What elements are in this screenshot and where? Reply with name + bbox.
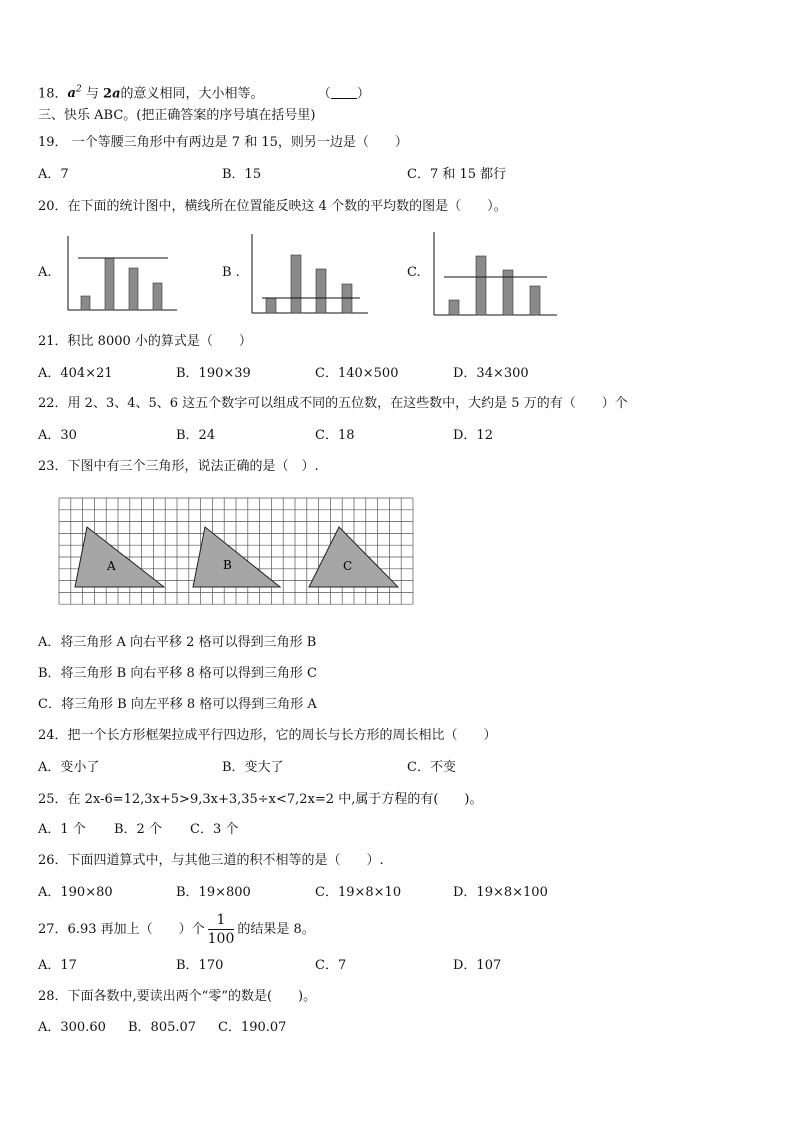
- q20-chart-a: [64, 232, 180, 312]
- chart-a-bar-1: [81, 296, 90, 310]
- q18-var-a: a: [67, 86, 76, 102]
- q27-fraction: [208, 911, 235, 948]
- q18-answer-blank[interactable]: [331, 86, 357, 99]
- q23-option-c[interactable]: C．将三角形 B 向左平移 8 格可以得到三角形 A: [38, 697, 317, 712]
- q27-option-b[interactable]: B．170: [176, 958, 224, 973]
- chart-c-bar-2: [476, 256, 486, 315]
- section3-heading: 三、快乐 ABC。(把正确答案的序号填在括号里): [38, 108, 316, 123]
- q23-option-a[interactable]: A．将三角形 A 向右平移 2 格可以得到三角形 B: [38, 635, 317, 650]
- q27-option-a[interactable]: A．17: [38, 958, 77, 973]
- q25-option-c[interactable]: C．3 个: [190, 822, 239, 837]
- q22-option-c[interactable]: C．18: [315, 428, 355, 443]
- chart-a-bar-3: [129, 268, 138, 310]
- chart-b-bar-1: [266, 298, 276, 313]
- chart-b-bar-2: [291, 255, 301, 313]
- q27-frac-numerator: 1: [208, 911, 235, 930]
- q18-var-a2: a: [112, 86, 121, 102]
- chart-b-bar-3: [316, 269, 326, 313]
- q24-option-b[interactable]: B．变大了: [222, 760, 284, 775]
- q28-option-c[interactable]: C．190.07: [218, 1020, 287, 1035]
- q18-paren-close: ）: [356, 86, 370, 102]
- q21-option-c[interactable]: C．140×500: [315, 366, 399, 381]
- q18-two: 2: [103, 86, 113, 102]
- q22-stem: 22．用 2、3、4、5、6 这五个数字可以组成不同的五位数，在这些数中，大约是 5 万的有（ ）个: [38, 396, 628, 411]
- q27-stem-after: 的结果是 8。: [237, 922, 315, 937]
- q27-frac-denominator: 100: [207, 931, 235, 947]
- q26-stem: 26．下面四道算式中，与其他三道的积不相等的是（ ）.: [38, 853, 384, 868]
- q24-option-a[interactable]: A．变小了: [38, 760, 100, 775]
- q27-option-d[interactable]: D．107: [453, 958, 502, 973]
- q18-text2: 的意义相同，大小相等。: [120, 86, 264, 102]
- q21-option-b[interactable]: B．190×39: [176, 366, 251, 381]
- q20-label-a[interactable]: A.: [38, 265, 52, 280]
- q19-option-c[interactable]: C．7 和 15 都行: [407, 167, 507, 182]
- q19-stem: 19． 一个等腰三角形中有两边是 7 和 15，则另一边是（ ）: [38, 135, 408, 150]
- q18-line: [38, 82, 370, 102]
- q18-text1: 与: [85, 86, 99, 102]
- q27-stem-before: 27．6.93 再加上（ ）个: [38, 922, 205, 937]
- q22-option-a[interactable]: A．30: [38, 428, 77, 443]
- q22-option-d[interactable]: D．12: [453, 428, 493, 443]
- q23-grid-figure: [58, 497, 414, 603]
- q23-option-b[interactable]: B．将三角形 B 向右平移 8 格可以得到三角形 C: [38, 666, 317, 681]
- q28-option-b[interactable]: B．805.07: [128, 1020, 197, 1035]
- q28-option-a[interactable]: A．300.60: [38, 1020, 106, 1035]
- triangle-c-label: C: [343, 559, 353, 573]
- q23-stem: 23．下图中有三个三角形，说法正确的是（ ）.: [38, 459, 319, 474]
- q28-stem: 28．下面各数中,要读出两个“零”的数是( )。: [38, 989, 317, 1004]
- q21-option-a[interactable]: A．404×21: [38, 366, 113, 381]
- chart-a-bar-2: [105, 258, 114, 310]
- q27-stem: [38, 910, 315, 950]
- q20-chart-b: [248, 232, 372, 316]
- q26-option-a[interactable]: A．190×80: [38, 885, 113, 900]
- q25-stem: 25．在 2x-6=12,3x+5>9,3x+3,35÷x<7,2x=2 中,属于方程的有( )。: [38, 792, 483, 807]
- chart-c-bar-1: [449, 300, 459, 315]
- q26-option-b[interactable]: B．19×800: [176, 885, 251, 900]
- q24-stem: 24．把一个长方形框架拉成平行四边形，它的周长与长方形的周长相比（ ）: [38, 728, 497, 743]
- q19-option-a[interactable]: A．7: [38, 167, 69, 182]
- q26-option-c[interactable]: C．19×8×10: [315, 885, 402, 900]
- q19-option-b[interactable]: B．15: [222, 167, 262, 182]
- q27-option-c[interactable]: C．7: [315, 958, 347, 973]
- q24-option-c[interactable]: C．不变: [407, 760, 456, 775]
- chart-c-bar-4: [530, 286, 540, 315]
- q26-option-d[interactable]: D．19×8×100: [453, 885, 548, 900]
- q25-option-a[interactable]: A．1 个: [38, 822, 86, 837]
- q18-paren-open: （: [317, 86, 331, 102]
- q25-option-b[interactable]: B．2 个: [114, 822, 162, 837]
- triangle-b-label: B: [223, 558, 232, 572]
- q18-exponent: 2: [75, 85, 82, 95]
- q22-option-b[interactable]: B．24: [176, 428, 216, 443]
- q20-label-c[interactable]: C.: [407, 265, 421, 280]
- q20-chart-c: [430, 230, 560, 318]
- triangle-a-label: A: [107, 559, 116, 573]
- q20-stem: 20．在下面的统计图中，横线所在位置能反映这 4 个数的平均数的图是（ ）。: [38, 199, 507, 214]
- q18-number: 18．: [38, 86, 68, 102]
- chart-a-bar-4: [153, 283, 162, 310]
- q20-label-b[interactable]: B .: [222, 265, 240, 280]
- q21-stem: 21．积比 8000 小的算式是（ ）: [38, 334, 252, 349]
- q21-option-d[interactable]: D．34×300: [453, 366, 529, 381]
